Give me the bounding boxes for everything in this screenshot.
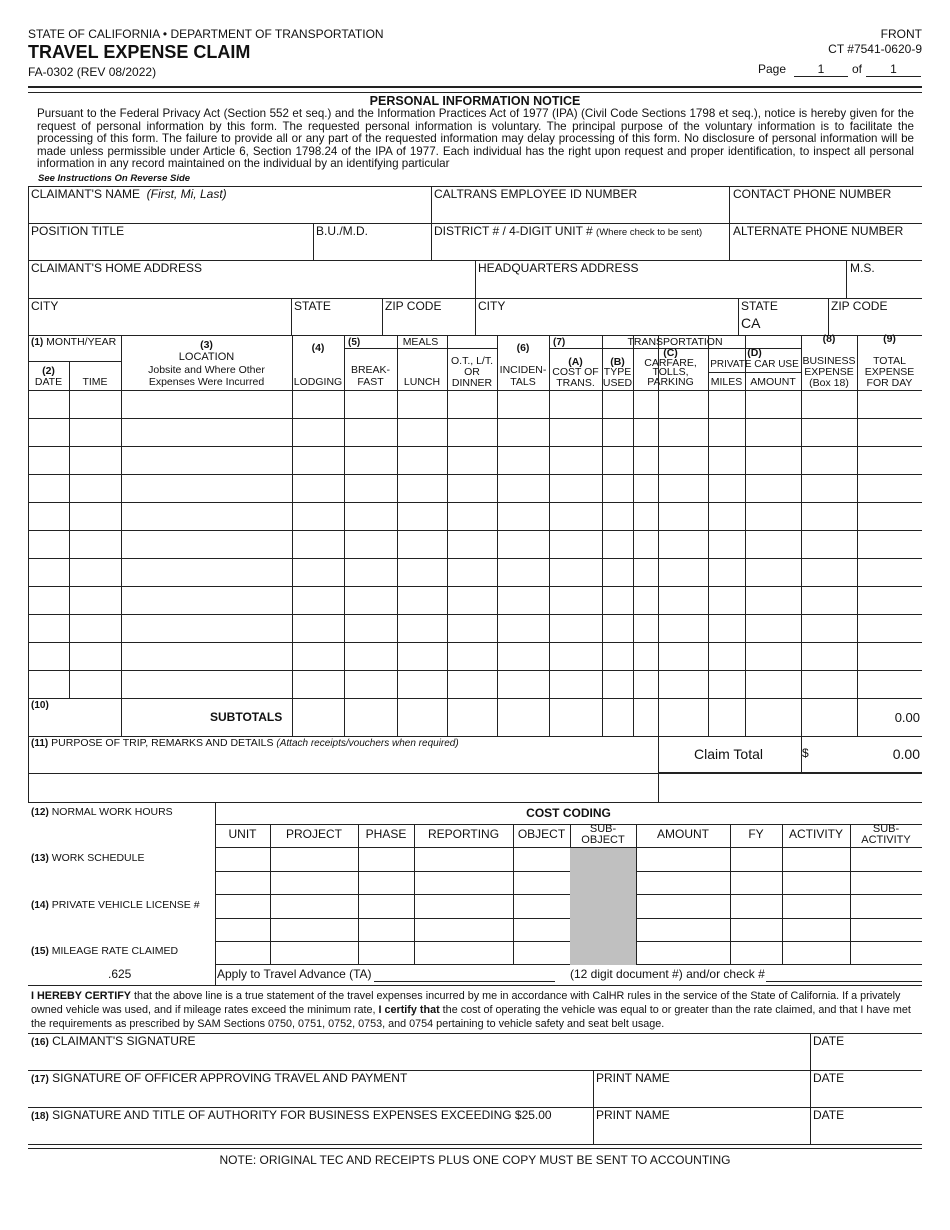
travel-advance-field[interactable] (374, 981, 555, 982)
page-label: Page (758, 62, 787, 76)
certification-text: I HEREBY CERTIFY that the above line is a true statement of the travel expenses incurred by me in accordance with CalHR rules in the service of the State of California. If a privately owned vehicle was used, and if mileage rates exceed the minimum rate, I certify that the cost of operating the vehicle was equal to or greater than the rate claimed, and that I have met the requirements as prescribed by SAM Sections 0750, 0751, 0752, 0753, and 0754 pertaining to vehicle safety and seat belt usage. (31, 990, 911, 1030)
form-title: TRAVEL EXPENSE CLAIM (28, 42, 251, 62)
claimant-signature-field[interactable]: (16) CLAIMANT'S SIGNATURE (31, 1034, 196, 1048)
business-expense-header: BUSINESS (802, 355, 856, 367)
authority-print-name-field[interactable]: PRINT NAME (596, 1108, 670, 1122)
date-header: DATE (34, 376, 63, 388)
officer-print-name-field[interactable]: PRINT NAME (596, 1071, 670, 1085)
home-city-field[interactable]: CITY (31, 299, 59, 313)
sub-object-shaded (570, 848, 636, 965)
dinner-header: O.T., L/T. (450, 355, 493, 367)
cost-column-header: SUB- ACTIVITY (861, 823, 911, 846)
cost-column-header: SUB- OBJECT (581, 823, 625, 846)
table-row[interactable] (28, 530, 922, 558)
officer-signature-field[interactable]: (17) SIGNATURE OF OFFICER APPROVING TRAVEL AND PAYMENT (31, 1071, 408, 1085)
document-number-label: (12 digit document #) and/or check # (570, 967, 765, 981)
month-year-header: (1) MONTH/YEAR (31, 336, 117, 348)
subtotals-number: (10) (31, 700, 49, 711)
vehicle-license-field[interactable]: (14) PRIVATE VEHICLE LICENSE # (31, 899, 200, 911)
time-header: TIME (82, 376, 108, 388)
header-rule (28, 86, 922, 88)
claimant-date-field[interactable]: DATE (813, 1034, 845, 1048)
lodging-header: LODGING (293, 376, 343, 388)
cost-column-header: UNIT (228, 827, 257, 841)
table-row[interactable] (28, 586, 922, 614)
table-row[interactable] (28, 642, 922, 670)
type-used-header: TYPE (603, 366, 632, 378)
table-row[interactable] (28, 446, 922, 474)
total-for-day-header: TOTAL (873, 355, 906, 367)
agency-name: STATE OF CALIFORNIA • DEPARTMENT OF TRANSPORTATION (28, 27, 384, 41)
hq-address-field[interactable]: HEADQUARTERS ADDRESS (478, 261, 639, 275)
purpose-field[interactable]: (11) PURPOSE OF TRIP, REMARKS AND DETAILS (Attach receipts/vouchers when required) (31, 737, 459, 749)
ms-field[interactable]: M.S. (850, 261, 875, 275)
position-title-field[interactable]: POSITION TITLE (31, 224, 125, 238)
incidentals-header: INCIDEN- (499, 364, 547, 376)
alternate-phone-field[interactable]: ALTERNATE PHONE NUMBER (733, 224, 904, 238)
authority-date-field[interactable]: DATE (813, 1108, 845, 1122)
of-label: of (852, 62, 863, 76)
form-side: FRONT (880, 27, 922, 41)
district-unit-field[interactable]: DISTRICT # / 4-DIGIT UNIT # (Where check to be sent) (434, 224, 703, 238)
contact-phone-field[interactable]: CONTACT PHONE NUMBER (733, 187, 892, 201)
cost-column-header: REPORTING (427, 827, 500, 841)
subtotal-total-value: 0.00 (894, 710, 920, 725)
table-row[interactable] (28, 502, 922, 530)
hq-city-field[interactable]: CITY (478, 299, 506, 313)
carfare-header: CARFARE, (644, 357, 697, 369)
amount-header: AMOUNT (750, 376, 796, 388)
notice-title: PERSONAL INFORMATION NOTICE (369, 94, 581, 108)
bu-md-field[interactable]: B.U./M.D. (316, 224, 369, 238)
meals-header: MEALS (402, 336, 439, 348)
subtotals-label: SUBTOTALS (210, 710, 283, 724)
cost-column-header: OBJECT (517, 827, 566, 841)
mileage-rate-value: .625 (108, 967, 132, 981)
table-row[interactable] (28, 418, 922, 446)
officer-date-field[interactable]: DATE (813, 1071, 845, 1085)
transportation-header: TRANSPORTATION (627, 336, 723, 348)
employee-id-field[interactable]: CALTRANS EMPLOYEE ID NUMBER (434, 187, 638, 201)
miles-header: MILES (710, 376, 743, 388)
home-address-field[interactable]: CLAIMANT'S HOME ADDRESS (31, 261, 202, 275)
mileage-rate-field[interactable]: (15) MILEAGE RATE CLAIMED (31, 945, 179, 957)
header-rule-thin (28, 92, 922, 93)
see-instructions: See Instructions On Reverse Side (38, 173, 191, 184)
cost-of-trans-header: COST OF (552, 366, 599, 378)
home-zip-field[interactable]: ZIP CODE (385, 299, 442, 313)
footer-note: NOTE: ORIGINAL TEC AND RECEIPTS PLUS ONE COPY MUST BE SENT TO ACCOUNTING (219, 1153, 731, 1167)
date-header-num: (2) (42, 365, 55, 377)
form-number: FA-0302 (REV 08/2022) (28, 65, 157, 79)
page-total-field[interactable]: 1 (866, 62, 921, 77)
cost-column-header: AMOUNT (657, 827, 709, 841)
authority-signature-field[interactable]: (18) SIGNATURE AND TITLE OF AUTHORITY FOR BUSINESS EXPENSES EXCEEDING $25.00 (31, 1108, 552, 1122)
privacy-notice-text: Pursuant to the Federal Privacy Act (Section 552 et seq.) and the Information Practices Act of 1977 (IPA) (Civil Code Sections 1798 et seq.), notice is hereby given for the request of personal information by this form. The requested personal information is voluntary. The principal purpose of the voluntary information is to facilitate the processing of this form. The failure to provide all or any part of the requested information may delay processing of this form. No disclosure of personal information will be made unless permissible under Article 6, Section 1798.24 of the IPA of 1977. Each individual has the right upon request and proper identification, to inspect all personal information in any record maintained on the individual by an identifying particular (37, 107, 914, 170)
ct-number: CT #7541-0620-9 (828, 42, 922, 56)
normal-work-hours-field[interactable]: (12) NORMAL WORK HOURS (31, 806, 173, 818)
lunch-header: LUNCH (403, 376, 441, 388)
cost-coding-title: COST CODING (526, 806, 611, 820)
breakfast-header: BREAK- (350, 364, 391, 376)
location-header: LOCATION (178, 351, 235, 363)
cost-column-header: PROJECT (285, 827, 342, 841)
claim-total-label: Claim Total (694, 746, 763, 762)
private-car-header: PRIVATE CAR USE (710, 359, 799, 370)
hq-state-field[interactable]: STATE (741, 299, 778, 313)
hq-state-value: CA (741, 315, 761, 331)
cost-column-header: ACTIVITY (788, 827, 843, 841)
table-row[interactable] (28, 390, 922, 418)
travel-advance-label: Apply to Travel Advance (TA) (217, 967, 372, 981)
claimant-name-field[interactable]: CLAIMANT'S NAME (First, Mi, Last) (31, 187, 227, 201)
table-row[interactable] (28, 474, 922, 502)
cost-column-header: FY (748, 827, 764, 841)
document-number-field[interactable] (766, 981, 922, 982)
currency-symbol: $ (802, 746, 809, 760)
home-state-field[interactable]: STATE (294, 299, 331, 313)
claim-total-value: 0.00 (892, 746, 920, 762)
table-row[interactable] (28, 558, 922, 586)
cost-column-header: PHASE (365, 827, 407, 841)
table-row[interactable] (28, 614, 922, 642)
table-row[interactable] (28, 670, 922, 698)
hq-zip-field[interactable]: ZIP CODE (831, 299, 888, 313)
page-number-field[interactable]: 1 (794, 62, 848, 77)
work-schedule-field[interactable]: (13) WORK SCHEDULE (31, 852, 145, 864)
